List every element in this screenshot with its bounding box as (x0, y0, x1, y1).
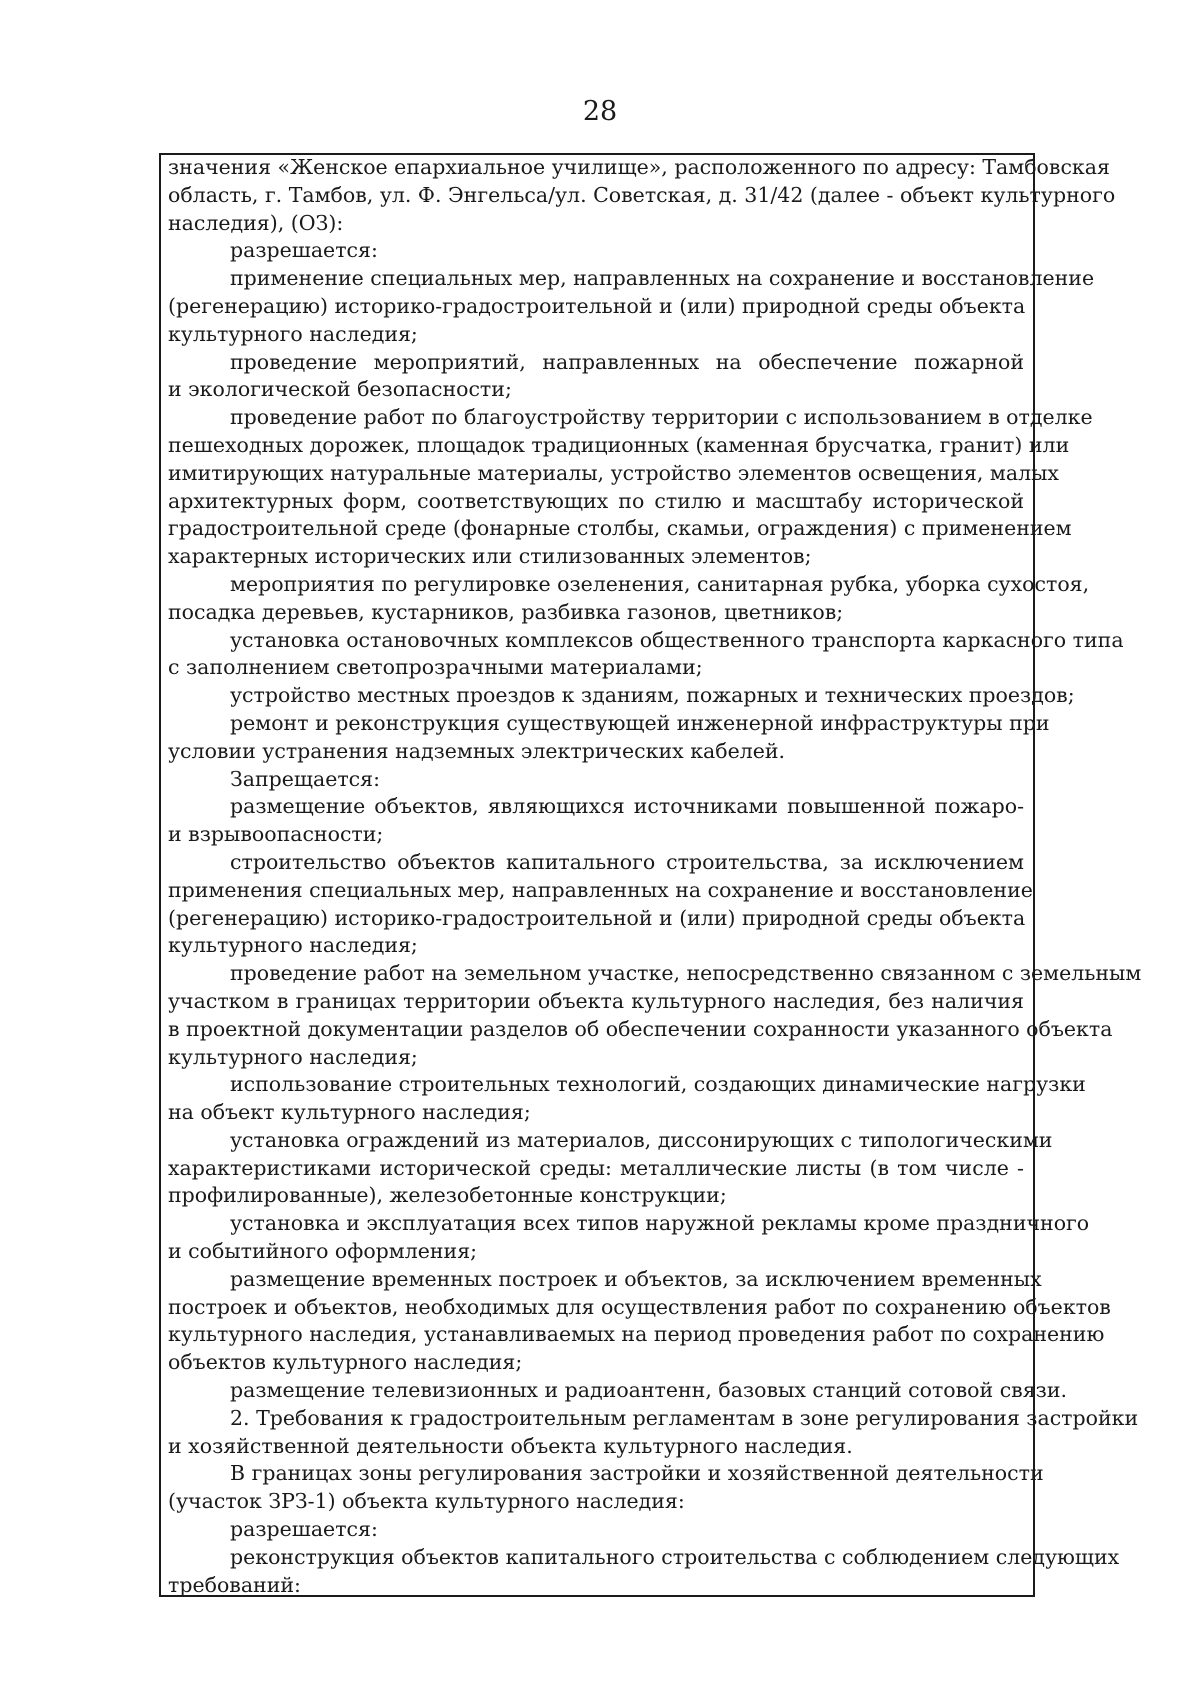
text-line: мероприятия по регулировке озеленения, санитарная рубка, уборка сухостоя, (230, 571, 1090, 596)
paragraph (168, 1266, 1111, 1377)
text-line: реконструкция объектов капитального строительства с соблюдением следующих (230, 1544, 1120, 1569)
paragraph (168, 237, 1024, 265)
text-line: и экологической безопасности; (168, 377, 512, 402)
paragraph (168, 710, 1050, 766)
text-line: градостроительной среде (фонарные столбы, скамьи, ограждения) с применением (168, 516, 1072, 541)
text-line: характеристиками исторической среды: металлические листы (в том числе - (168, 1155, 1024, 1180)
text-line: культурного наследия; (168, 1044, 418, 1069)
text-line: строительство объектов капитального строительства, за исключением (230, 849, 1024, 874)
paragraph (168, 571, 1090, 627)
text-line: ремонт и реконструкция существующей инженерной инфраструктуры при (230, 710, 1050, 735)
text-line: В границах зоны регулирования застройки и хозяйственной деятельности (230, 1461, 1044, 1486)
text-line: и взрывоопасности; (168, 822, 384, 847)
paragraph (168, 265, 1095, 348)
paragraph (168, 154, 1116, 237)
document-body (168, 154, 1142, 1599)
paragraph (168, 766, 1024, 794)
text-line: 2. Требования к градостроительным регламентам в зоне регулирования застройки (230, 1405, 1139, 1430)
paragraph (168, 404, 1093, 571)
text-line: установка остановочных комплексов общественного транспорта каркасного типа (230, 627, 1124, 652)
paragraph (168, 793, 1024, 849)
text-line: культурного наследия; (168, 321, 418, 346)
text-line: установка и эксплуатация всех типов наружной рекламы кроме праздничного (230, 1211, 1090, 1236)
text-line: проведение мероприятий, направленных на обеспечение пожарной (230, 349, 1024, 374)
text-line: проведение работ на земельном участке, непосредственно связанном с земельным (230, 961, 1142, 986)
text-line: установка ограждений из материалов, диссонирующих с типологическими (230, 1127, 1053, 1152)
text-line: (участок ЗРЗ-1) объекта культурного наследия: (168, 1489, 685, 1514)
paragraph (168, 1516, 1024, 1544)
text-line: посадка деревьев, кустарников, разбивка газонов, цветников; (168, 599, 844, 624)
text-line: построек и объектов, необходимых для осуществления работ по сохранению объектов (168, 1294, 1111, 1319)
text-line: область, г. Тамбов, ул. Ф. Энгельса/ул. Советская, д. 31/42 (далее - объект культурного (168, 182, 1116, 207)
text-line: характерных исторических или стилизованных элементов; (168, 544, 812, 569)
paragraph (168, 1405, 1139, 1461)
paragraph (168, 960, 1142, 1071)
text-line: размещение телевизионных и радиоантенн, базовых станций сотовой связи. (230, 1378, 1068, 1403)
text-line: условии устранения надземных электрических кабелей. (168, 738, 786, 763)
text-line: имитирующих натуральные материалы, устройство элементов освещения, малых (168, 460, 1059, 485)
text-line: применение специальных мер, направленных на сохранение и восстановление (230, 266, 1095, 291)
text-line: наследия), (ОЗ): (168, 210, 344, 235)
paragraph (168, 1460, 1044, 1516)
text-line: культурного наследия; (168, 933, 418, 958)
text-line: требований: (168, 1572, 301, 1597)
paragraph (168, 682, 1075, 710)
text-line: применения специальных мер, направленных на сохранение и восстановление (168, 877, 1033, 902)
text-line: участком в границах территории объекта культурного наследия, без наличия (168, 988, 1024, 1013)
paragraph (168, 1377, 1068, 1405)
text-line: профилированные), железобетонные конструкции; (168, 1183, 727, 1208)
text-line: культурного наследия, устанавливаемых на период проведения работ по сохранению (168, 1322, 1105, 1347)
text-line: размещение объектов, являющихся источниками повышенной пожаро- (230, 794, 1024, 819)
text-line: на объект культурного наследия; (168, 1100, 531, 1125)
text-line: и событийного оформления; (168, 1239, 478, 1264)
text-line: архитектурных форм, соответствующих по стилю и масштабу исторической (168, 488, 1024, 513)
text-line: Запрещается: (230, 766, 380, 791)
text-line: пешеходных дорожек, площадок традиционных (каменная брусчатка, гранит) или (168, 432, 1070, 457)
paragraph (168, 627, 1124, 683)
text-line: значения «Женское епархиальное училище», расположенного по адресу: Тамбовская (168, 155, 1110, 179)
text-line: с заполнением светопрозрачными материалами; (168, 655, 703, 680)
text-line: размещение временных построек и объектов, за исключением временных (230, 1266, 1042, 1291)
paragraph (168, 349, 1024, 405)
text-line: объектов культурного наследия; (168, 1350, 523, 1375)
text-line: (регенерацию) историко-градостроительной и (или) природной среды объекта (168, 905, 1026, 930)
paragraph (168, 1127, 1053, 1210)
paragraph (168, 1210, 1090, 1266)
text-line: в проектной документации разделов об обеспечении сохранности указанного объекта (168, 1016, 1113, 1041)
text-line: проведение работ по благоустройству территории с использованием в отделке (230, 405, 1093, 430)
paragraph (168, 1544, 1120, 1600)
text-line: (регенерацию) историко-градостроительной и (или) природной среды объекта (168, 293, 1026, 318)
paragraph (168, 849, 1033, 960)
text-line: и хозяйственной деятельности объекта культурного наследия. (168, 1433, 853, 1458)
text-line: устройство местных проездов к зданиям, пожарных и технических проездов; (230, 683, 1075, 708)
text-line: разрешается: (230, 1517, 378, 1542)
page-number: 28 (582, 96, 618, 127)
paragraph (168, 1071, 1086, 1127)
text-line: использование строительных технологий, создающих динамические нагрузки (230, 1072, 1086, 1097)
text-line: разрешается: (230, 238, 378, 263)
